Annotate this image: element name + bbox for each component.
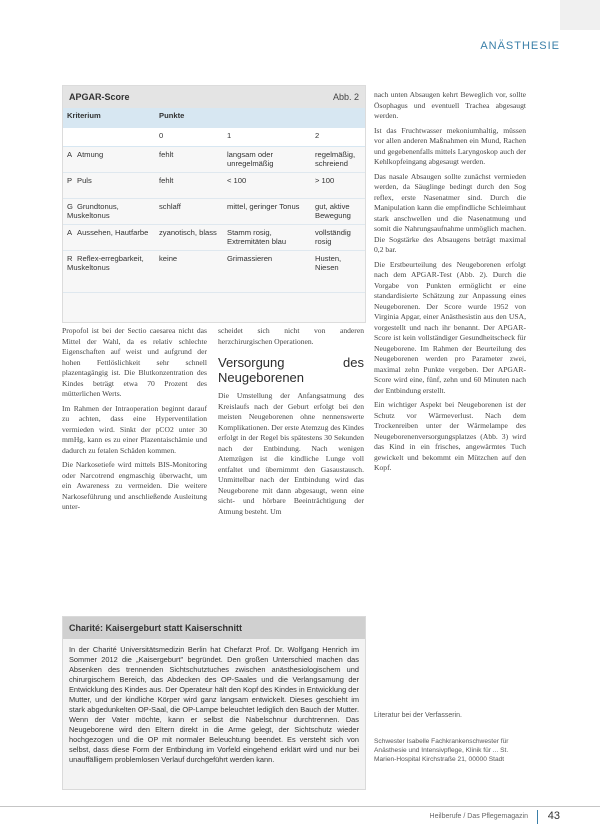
text-column-3 bbox=[374, 90, 526, 478]
row-p2: > 100 bbox=[311, 173, 365, 199]
paragraph: Ist das Fruchtwasser mekoniumhaltig, müssen vor allen anderen Maßnahmen ein Mund, Rachen und gegebenenfalls mittels Laryngoskop auch der Kehlkopfeingang abgesaugt werden. bbox=[374, 125, 526, 166]
table-row bbox=[63, 225, 365, 251]
paragraph: Das nasale Absaugen sollte zunächst vermieden werden, da Säuglinge bedingt durch den Sog reflex, erste Nasenatmer sind. Durch die Manipulation kann die empfindliche Schleimhaut stark anschwellen und die Nasenatmung und somit die Nahrungsaufnahme unmöglich machen. Die Sogstärke des Absaugens beträgt maximal 0,2 bar. bbox=[374, 171, 526, 254]
table-row bbox=[63, 173, 365, 199]
row-p0: fehlt bbox=[155, 173, 223, 199]
row-p2: vollständig rosig bbox=[311, 225, 365, 251]
row-criterion: Aussehen, Hautfarbe bbox=[77, 228, 149, 237]
points-1: 1 bbox=[223, 128, 311, 147]
paragraph: scheidet sich nicht von anderen herzchirurgischen Operationen. bbox=[218, 326, 364, 346]
paragraph: Die Erstbeurteilung des Neugeborenen erfolgt nach dem APGAR-Test (Abb. 2). Durch die Vorgabe von Punkten ermöglicht er eine standardisierte Schätzung zur Anpassung eines Neugeborenen. Der Score wurde 1952 von Virginia Apgar, einer Anästhesistin aus den USA, vorgestellt und nach ihr benannt. Der APGAR-Score ist kein vollständiger Gesundheitscheck für Neugeborene. Im Rahmen der Beurteilung des Neugeborenen werden pro Parameter zwei, maximal zehn Punkte vergeben. Der APGAR-Score wird eine, fünf, zehn und 60 Minuten nach der Entbindung erstellt. bbox=[374, 259, 526, 395]
column-header-criterion: Kriterium bbox=[63, 108, 155, 128]
table-row bbox=[63, 147, 365, 173]
row-letter: G bbox=[67, 202, 73, 211]
page-number: 43 bbox=[547, 810, 560, 822]
row-p2: Husten, Niesen bbox=[311, 251, 365, 293]
text-column-1 bbox=[62, 326, 207, 517]
apgar-header bbox=[63, 86, 365, 108]
points-2: 2 bbox=[311, 128, 365, 147]
row-criterion: Puls bbox=[77, 176, 92, 185]
paragraph: Die Narkosetiefe wird mittels BIS-Monitoring oder Narcotrend engmaschig überwacht, um ein Awareness zu vermeiden. Die weitere Narkoseführung und anschließende Ausleitung unter- bbox=[62, 460, 207, 511]
row-p2: gut, aktive Bewegung bbox=[311, 199, 365, 225]
row-p0: zyanotisch, blass bbox=[155, 225, 223, 251]
section-label: ANÄSTHESIE bbox=[480, 40, 560, 52]
apgar-title: APGAR-Score bbox=[69, 92, 130, 102]
figure-number: Abb. 2 bbox=[332, 92, 359, 102]
row-p1: mittel, geringer Tonus bbox=[223, 199, 311, 225]
row-letter: A bbox=[67, 150, 73, 159]
info-box-title: Charité: Kaisergeburt statt Kaiserschnitt bbox=[63, 617, 365, 639]
row-p0: keine bbox=[155, 251, 223, 293]
row-p2: regelmäßig, schreiend bbox=[311, 147, 365, 173]
row-criterion: Grundtonus, Muskeltonus bbox=[67, 202, 119, 220]
table-row bbox=[63, 251, 365, 293]
row-criterion: Reflex-erregbarkeit, Muskeltonus bbox=[67, 254, 144, 272]
row-p1: Grimassieren bbox=[223, 251, 311, 293]
footer-journal: Heilberufe / Das Pflegemagazin bbox=[429, 813, 528, 820]
text-column-2 bbox=[218, 326, 364, 521]
info-box bbox=[62, 616, 366, 790]
paragraph: Ein wichtiger Aspekt bei Neugeborenen ist der Schutz vor Wärmeverlust. Nach dem Trockenreiben unter der Wärmelampe des Neugeborenenversorgungsplatzes (Abb. 3) wird das Kind in ein frisches, angewärmtes Tuch gewickelt und bekommt ein Mützchen auf den Kopf. bbox=[374, 400, 526, 472]
paragraph: Propofol ist bei der Sectio caesarea nicht das Mittel der Wahl, da es relativ schlechte Eigenschaften auf weist und aufgrund der hohen Fettlöslichkeit sehr schnell plazentagängig ist. Die Blutkonzentration des Kindes beträgt etwa 70 Prozent des mütterlichen Werts. bbox=[62, 326, 207, 398]
row-letter: A bbox=[67, 228, 73, 237]
row-letter: R bbox=[67, 254, 73, 263]
row-p1: langsam oder unregelmäßig bbox=[223, 147, 311, 173]
points-0: 0 bbox=[155, 128, 223, 147]
section-heading: Versorgung des Neugeborenen bbox=[218, 355, 364, 385]
row-p1: Stamm rosig, Extremitäten blau bbox=[223, 225, 311, 251]
row-criterion: Atmung bbox=[77, 150, 104, 159]
footer-separator bbox=[537, 810, 538, 824]
row-p1: < 100 bbox=[223, 173, 311, 199]
info-box-text: In der Charité Universitätsmedizin Berlin hat Chefarzt Prof. Dr. Wolfgang Henrich im Sommer 2012 die „Kaisergeburt" begründet. Den großen Unterschied machen das Absenken des trennenden Sichtschutztuches zwischen anästhesiologischem und chirurgischem Bereich, das Abdecken des OP-Saales und die Verlangsamung der Entwicklung des Kindes aus. Der Operateur hält den Kopf des Kindes in Entwicklung der Mutter, und der kindliche Körper wird ganz langsam entwickelt. Dieses geschieht im stark abgedunkelten OP-Saal, die OP-Lampe beleuchtet lediglich den Bauch der Mutter. Wenn der Vater möchte, kann er selbst die Nabelschnur durchtrennen. Das Neugeborene wird den Eltern direkt in die Arme gelegt, der Sichtschutz wieder hochgezogen und die OP mit normaler Beleuchtung beendet. Es versteht sich von selbst, dass diese Form der Entbindung im Vorfeld eingehend erklärt wird und nur bei unauffälligem problemlosen Verlauf durchgeführt werden kann. bbox=[69, 645, 359, 764]
row-p0: schlaff bbox=[155, 199, 223, 225]
apgar-score-box bbox=[62, 85, 366, 323]
points-spacer bbox=[63, 128, 155, 147]
row-p0: fehlt bbox=[155, 147, 223, 173]
table-row bbox=[63, 199, 365, 225]
column-header-points: Punkte bbox=[155, 108, 365, 128]
literature-note: Literatur bei der Verfasserin. bbox=[374, 712, 462, 719]
corner-decoration bbox=[560, 0, 600, 30]
paragraph: nach unten Absaugen kehrt Beweglich vor, sollte Ösophagus und eventuell Trachea abgesaugt werden. bbox=[374, 90, 526, 120]
paragraph: Im Rahmen der Intraoperation beginnt darauf zu achten, dass eine Hyperventilation vermieden wird. Sinkt der pCO2 unter 30 mmHg, kann es zu einer Plazentaischämie und dadurch zu fetalen Schäden kommen. bbox=[62, 403, 207, 455]
author-info: Schwester Isabelle Fachkrankenschwester für Anästhesie und Intensivpflege, Klinik für ... St. Marien-Hospital Kirchstraße 21, 00000 Stadt bbox=[374, 738, 509, 763]
row-letter: P bbox=[67, 176, 73, 185]
apgar-table bbox=[63, 108, 365, 293]
footer-divider bbox=[0, 806, 600, 807]
paragraph: Die Umstellung der Anfangsatmung des Kreislaufs nach der Geburt erfolgt bei den meisten Neugeborenen ohne nennenswerte Komplikationen. Der erste Atemzug des Kindes erfolgt in der Regel bis spätestens 30 Sekunden nach der Entbindung. Nach wenigen Atemzügen ist die kindliche Lunge voll entfaltet und übernimmt den Gasaustausch. Unmittelbar nach der Entbindung wird das Neugeborene mit dann abgesaugt, wenn eine sicht- und hörbare Beeinträchtigung der Atmung besteht. Um bbox=[218, 391, 364, 516]
